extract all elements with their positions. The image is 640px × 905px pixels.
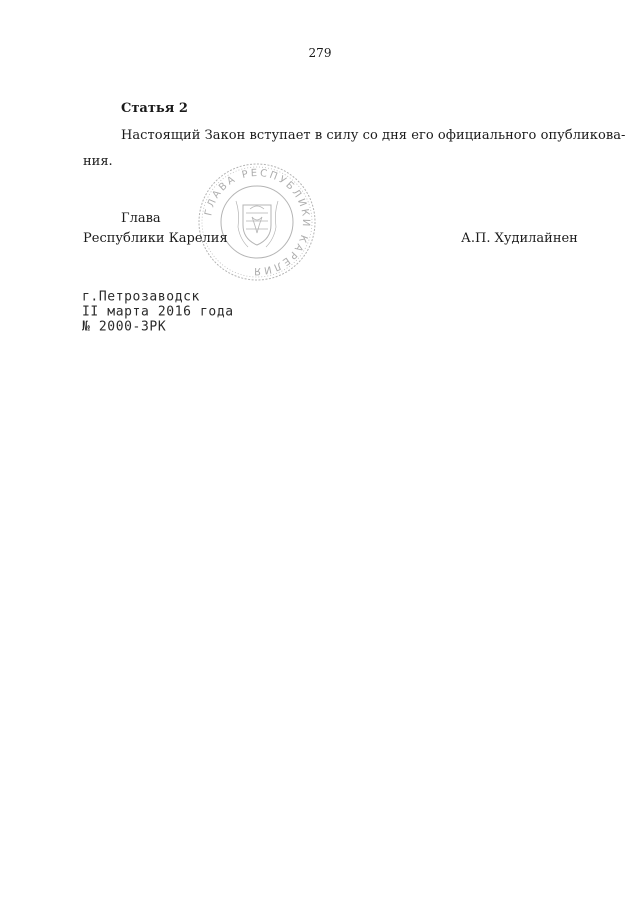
typed-city: г.Петрозаводск <box>82 289 200 305</box>
signature-title-line-1: Глава <box>121 211 161 226</box>
seal-ring-text: ГЛАВА РЕСПУБЛИКИ КАРЕЛИЯ <box>203 167 312 277</box>
signatory-name: А.П. Худилайнен <box>461 231 578 246</box>
official-seal <box>196 161 318 283</box>
article-text-line-2: ния. <box>83 154 113 169</box>
typed-date: II марта 2016 года <box>82 304 234 320</box>
signature-title-line-2: Республики Карелия <box>83 231 228 246</box>
article-text-line-1: Настоящий Закон вступает в силу со дня его официального опубликова- <box>121 128 626 143</box>
coat-of-arms-icon <box>236 201 278 247</box>
article-heading: Статья 2 <box>121 101 188 116</box>
page-number: 279 <box>308 46 332 60</box>
typed-law-number: № 2000-ЗРК <box>82 319 167 335</box>
